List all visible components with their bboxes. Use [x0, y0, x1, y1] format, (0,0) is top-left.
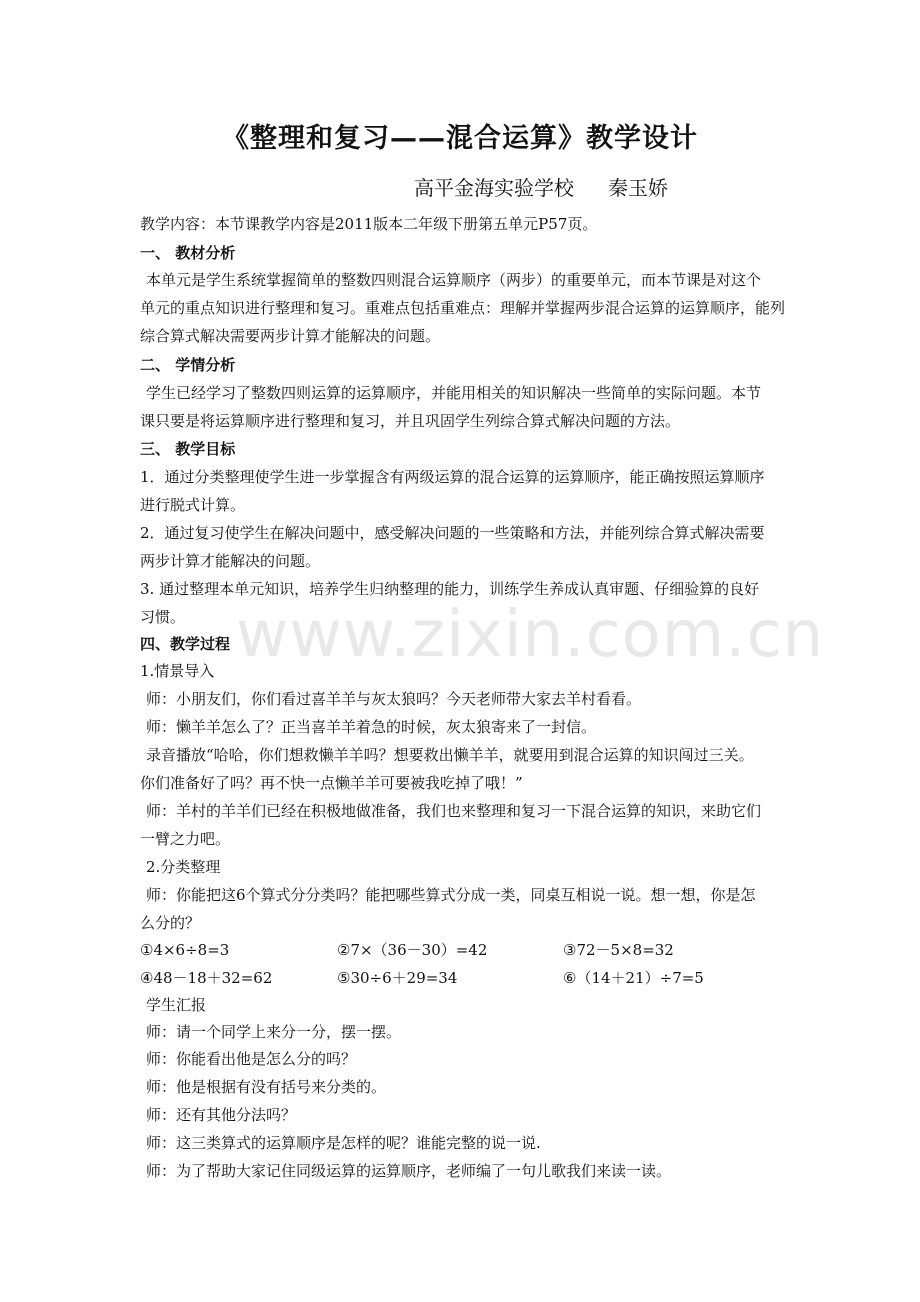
equation: ⑥（14＋21）÷7=5: [563, 969, 704, 987]
body-line: 师：请一个同学上来分一分，摆一摆。: [146, 1023, 402, 1041]
body-line: 2．通过复习使学生在解决问题中，感受解决问题的一些策略和方法，并能列综合算式解决需要: [140, 524, 765, 542]
body-line: 本单元是学生系统掌握简单的整数四则混合运算顺序（两步）的重要单元，而本节课是对这个: [146, 271, 762, 289]
author-name: 秦玉娇: [608, 176, 668, 200]
body-line: 2.分类整理: [146, 858, 221, 876]
body-line: 么分的？: [140, 914, 201, 932]
body-line: 教学内容：本节课教学内容是2011版本二年级下册第五单元P57页。: [140, 215, 598, 233]
equation: ④48－18＋32=62: [140, 969, 273, 987]
body-line: 习惯。: [140, 608, 186, 626]
body-line: 单元的重点知识进行整理和复习。重难点包括重难点：理解并掌握两步混合运算的运算顺序，能列: [140, 299, 786, 317]
document-title: 《整理和复习——混合运算》教学设计: [222, 123, 698, 154]
body-line: 进行脱式计算。: [140, 496, 246, 514]
body-line: 师：羊村的羊羊们已经在积极地做准备，我们也来整理和复习一下混合运算的知识，来助它们: [146, 802, 762, 820]
body-line: 师：你能把这6个算式分分类吗？能把哪些算式分成一类，同桌互相说一说。想一想，你是怎: [146, 886, 756, 904]
body-line: 师：这三类算式的运算顺序是怎样的呢？谁能完整的说一说.: [146, 1134, 541, 1152]
section-heading: 二、 学情分析: [140, 356, 236, 374]
body-line: 师：为了帮助大家记住同级运算的运算顺序，老师编了一句儿歌我们来读一读。: [146, 1162, 672, 1180]
body-line: 师：懒羊羊怎么了？正当喜羊羊着急的时候，灰太狼寄来了一封信。: [146, 718, 597, 736]
equation: ⑤30÷6＋29=34: [337, 969, 458, 987]
body-line: 学生已经学习了整数四则运算的运算顺序，并能用相关的知识解决一些简单的实际问题。本节: [146, 384, 762, 402]
body-line: 1．通过分类整理使学生进一步掌握含有两级运算的混合运算的运算顺序，能正确按照运算顺序: [140, 468, 765, 486]
body-line: 录音播放“哈哈，你们想救懒羊羊吗？想要救出懒羊羊，就要用到混合运算的知识闯过三关。: [146, 746, 754, 764]
body-line: 两步计算才能解决的问题。: [140, 552, 321, 570]
body-line: 综合算式解决需要两步计算才能解决的问题。: [140, 327, 441, 345]
body-line: 师：小朋友们，你们看过喜羊羊与灰太狼吗？今天老师带大家去羊村看看。: [146, 690, 642, 708]
body-line: 你们准备好了吗？再不快一点懒羊羊可要被我吃掉了哦！”: [140, 774, 523, 792]
watermark: www.zixin.com.cn: [236, 598, 825, 672]
section-heading: 四、教学过程: [140, 635, 231, 653]
author-school: 高平金海实验学校: [414, 176, 574, 200]
body-line: 师：还有其他分法吗？: [146, 1106, 297, 1124]
author-line: [414, 172, 668, 201]
body-line: 3. 通过整理本单元知识，培养学生归纳整理的能力，训练学生养成认真审题、仔细验算的良好: [140, 580, 760, 598]
equation: ②7×（36－30）=42: [337, 941, 488, 959]
section-heading: 一、 教材分析: [140, 244, 236, 262]
body-line: 师：他是根据有没有括号来分类的。: [146, 1078, 387, 1096]
body-line: 学生汇报: [146, 996, 207, 1014]
section-heading: 三、 教学目标: [140, 440, 236, 458]
body-line: 1.情景导入: [140, 662, 215, 680]
equation: ③72－5×8=32: [563, 941, 674, 959]
equation: ①4×6÷8=3: [140, 941, 230, 959]
body-line: 课只要是将运算顺序进行整理和复习，并且巩固学生列综合算式解决问题的方法。: [140, 412, 681, 430]
body-line: 一臂之力吧。: [140, 830, 231, 848]
body-line: 师：你能看出他是怎么分的吗？: [146, 1050, 357, 1068]
